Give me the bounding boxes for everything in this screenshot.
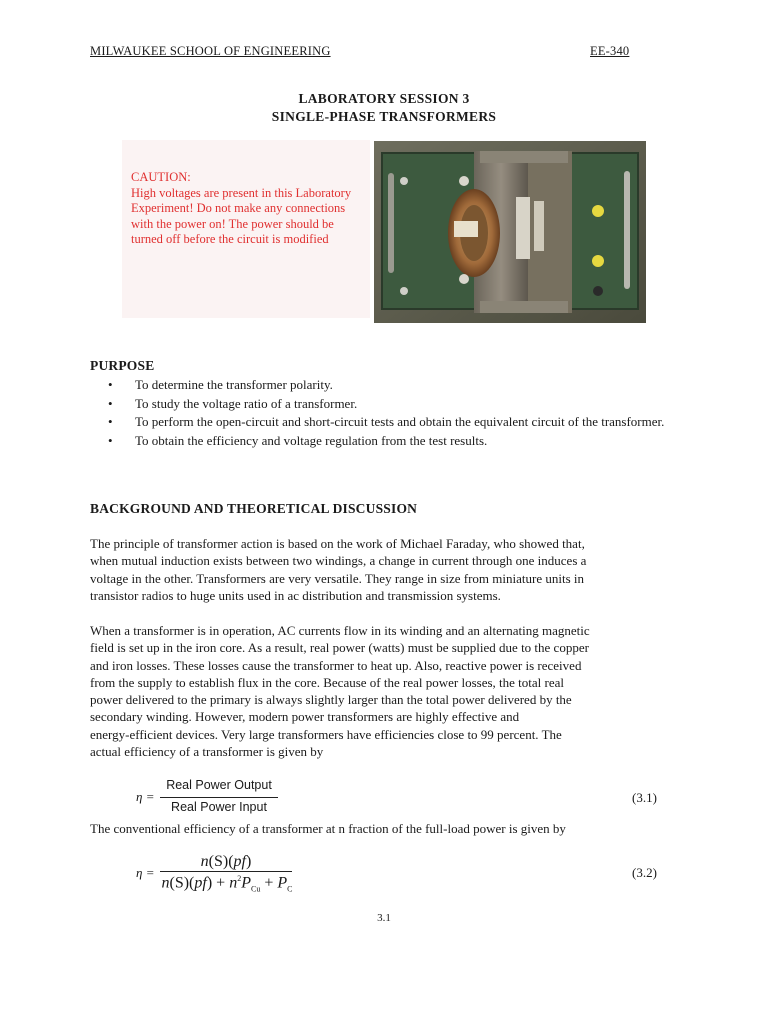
caution-line: turned off before the circuit is modified bbox=[131, 232, 329, 246]
eq2-number: (3.2) bbox=[632, 865, 657, 880]
bullet-icon: • bbox=[108, 395, 113, 411]
purpose-heading: PURPOSE bbox=[90, 358, 155, 373]
eq-term: (S)( bbox=[208, 853, 234, 870]
list-item bbox=[108, 395, 688, 413]
list-item-text: To perform the open-circuit and short-circuit tests and obtain the equivalent circuit of the transformer. bbox=[135, 414, 665, 429]
page-title bbox=[0, 90, 768, 126]
eq-term: pf bbox=[233, 853, 246, 870]
session-title: LABORATORY SESSION 3 bbox=[298, 91, 470, 106]
eq-term: + bbox=[260, 874, 278, 892]
caution-line: CAUTION: bbox=[131, 170, 191, 184]
caution-line: with the power on! The power should be bbox=[131, 216, 334, 231]
caution-line: Experiment! Do not make any connections bbox=[131, 201, 346, 215]
header-course-code: EE-340 bbox=[590, 44, 630, 58]
paragraph-operation bbox=[90, 622, 690, 760]
header-school: MILWAUKEE SCHOOL OF ENGINEERING bbox=[90, 44, 331, 58]
eq2-numerator bbox=[158, 853, 294, 871]
list-item-text: To study the voltage ratio of a transformer. bbox=[135, 395, 358, 411]
text-line: field is set up in the iron core. As a result, real power (watts) must be supplied due to the copper bbox=[90, 640, 589, 656]
eq2-symbol: η = bbox=[136, 865, 155, 880]
eq-term: (S)( bbox=[169, 874, 195, 892]
text-line: voltage in the other. Transformers are very versatile. They range in size from miniature units in bbox=[90, 570, 584, 586]
eq-term: ) bbox=[246, 853, 252, 870]
list-item bbox=[108, 413, 688, 431]
eq-term: pf bbox=[194, 874, 207, 892]
caution-box bbox=[122, 140, 370, 318]
text-line: from the supply to establish flux in the core. Because of the real power losses, the total real bbox=[90, 674, 564, 690]
purpose-list bbox=[108, 376, 688, 450]
paragraph-conventional: The conventional efficiency of a transformer at n fraction of the full-load power is given by bbox=[90, 821, 566, 836]
text-line: power delivered to the primary is always slightly larger than the total power delivered by the bbox=[90, 692, 572, 708]
text-line: when mutual induction exists between two windings, a change in current through one induces a bbox=[90, 553, 587, 569]
eq-exponent: 2 bbox=[237, 874, 242, 883]
list-item bbox=[108, 432, 688, 450]
eq1-number: (3.1) bbox=[632, 790, 657, 805]
fraction-bar bbox=[160, 797, 278, 798]
text-line: transistor radios to huge units used in ac distribution and transmission systems. bbox=[90, 587, 501, 603]
eq-term: P bbox=[277, 874, 288, 892]
eq1-symbol: η = bbox=[136, 789, 155, 804]
fraction-bar bbox=[160, 871, 292, 872]
text-line: energy-efficient devices. Very large transformers have efficiencies close to 99 percent. The bbox=[90, 726, 562, 742]
page-number: 3.1 bbox=[377, 912, 391, 924]
eq-term: ) + bbox=[206, 874, 230, 892]
text-line: The principle of transformer action is based on the work of Michael Faraday, who showed that, bbox=[90, 536, 585, 551]
bullet-icon: • bbox=[108, 414, 113, 429]
text-line: and iron losses. These losses cause the transformer to heat up. Also, reactive power is received bbox=[90, 657, 582, 673]
eq-term: n bbox=[200, 853, 209, 870]
eq-term: n bbox=[229, 874, 238, 892]
bullet-icon: • bbox=[108, 377, 113, 392]
list-item-text: To obtain the efficiency and voltage regulation from the test results. bbox=[135, 432, 488, 448]
text-line: secondary winding. However, modern power transformers are highly effective and bbox=[90, 709, 520, 725]
list-item bbox=[108, 376, 688, 394]
transformer-illustration bbox=[374, 141, 646, 323]
text-line: actual efficiency of a transformer is given by bbox=[90, 744, 324, 760]
eq1-numerator: Real Power Output bbox=[166, 778, 272, 792]
background-heading: BACKGROUND AND THEORETICAL DISCUSSION bbox=[90, 501, 418, 516]
topic-title: SINGLE-PHASE TRANSFORMERS bbox=[271, 109, 497, 124]
paragraph-faraday bbox=[90, 535, 690, 604]
eq2-denominator bbox=[156, 874, 298, 894]
eq1-denominator: Real Power Input bbox=[171, 800, 267, 814]
text-line: When a transformer is in operation, AC currents flow in its winding and an alternating magnetic bbox=[90, 623, 590, 638]
caution-line: High voltages are present in this Laboratory bbox=[131, 185, 352, 200]
bullet-icon: • bbox=[108, 432, 113, 448]
eq-subscript: C bbox=[287, 884, 293, 894]
eq-term: n bbox=[161, 874, 170, 892]
transformer-photo bbox=[374, 141, 646, 323]
list-item-text: To determine the transformer polarity. bbox=[135, 377, 333, 392]
eq-subscript: Cu bbox=[250, 884, 261, 894]
eq-term: P bbox=[241, 874, 251, 892]
